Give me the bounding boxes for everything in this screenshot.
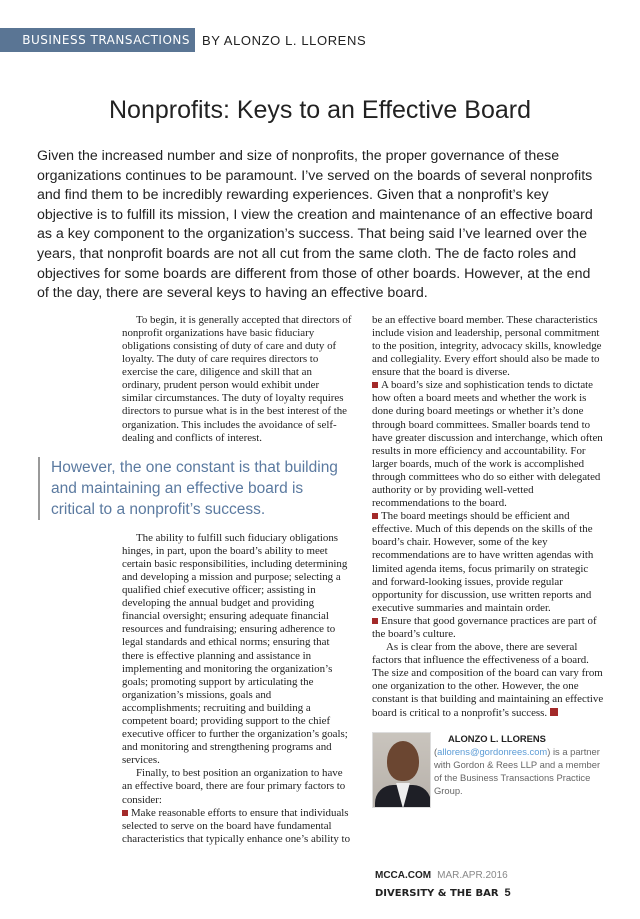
author-name: ALONZO L. LLORENS	[448, 732, 546, 744]
footer-magazine: DIVERSITY & THE BAR	[375, 887, 499, 899]
body-paragraph: The ability to fulfill such fiduciary obligations hinges, in part, upon the board’s ability to meet certain basic responsibilities, including determining and developing a mission and purpose; selecting a qualified chief executive officer; assisting in developing the annual budget and providing financial oversight; ensuring adequate financial resources and fundraising; ensuring adherence to legal standards and ethical norms; ensuring that there is effective planning and assistance in implementing and monitoring the organization’s goals; promoting support by articulating the organization’s missions, goals and accomplishments; recruiting and building a competent board; providing support to the chief executive officer to further the organization’s goals; and monitoring and strengthening programs and services.	[122, 531, 348, 767]
column-1	[38, 314, 352, 846]
bullet-square-icon	[372, 618, 378, 624]
column-2	[372, 314, 604, 846]
article-title: Nonprofits: Keys to an Effective Board	[109, 96, 531, 124]
section-header	[0, 28, 195, 52]
author-email-link[interactable]: allorens@gordonrees.com	[437, 745, 548, 757]
body-columns	[0, 314, 640, 846]
end-mark-icon	[550, 708, 558, 716]
author-bio	[434, 732, 604, 797]
page-footer	[375, 870, 615, 899]
body-paragraph: Finally, to best position an organization to have an effective board, there are four primary factors to consider:	[122, 767, 346, 806]
bullet-text: The board meetings should be efficient and effective. Much of this depends on the skills of the board’s chair. However, some of the key recommendations are to have written agendas with limited agenda items, focus primarily on strategic and forward-looking issues, provide regular opportunity for discussion, use written reports and executive summaries and maintain order.	[372, 510, 594, 614]
byline: BY ALONZO L. LLORENS	[202, 32, 367, 48]
bullet-square-icon	[122, 810, 128, 816]
bullet-square-icon	[372, 513, 378, 519]
body-paragraph: To begin, it is generally accepted that directors of nonprofit organizations have basic fiduciary obligations consisting of duty of care and duty of loyalty. The duty of care requires directors to exercise the care, diligence and skill that an ordinary, prudent person would exhibit under similar circumstances. The duty of loyalty requires directors to pursue what is in the best interest of the organization. This includes the avoidance of self-dealing and conflicts of interest.	[122, 313, 352, 444]
bullet-item	[372, 615, 604, 641]
author-box	[372, 732, 604, 808]
header-row	[0, 28, 640, 52]
bullet-text: Ensure that good governance practices are part of the board’s culture.	[372, 614, 597, 640]
pull-quote: However, the one constant is that building and maintaining an effective board is critical to a nonprofit’s success.	[38, 457, 338, 520]
bullet-item	[372, 510, 604, 615]
bio-text: ) is a partner with Gordon & Rees LLP and a member of the Business Transactions Practice Group.	[434, 745, 601, 797]
conclusion-text: As is clear from the above, there are several factors that influence the effectiveness of a board. The size and composition of the board can vary from one organization to the other. However, the one constant is that building and maintaining an effective board is critical to a nonprofit’s success.	[372, 641, 604, 719]
bullet-square-icon	[372, 382, 378, 388]
bullet-item	[122, 807, 352, 846]
bullet-text: Make reasonable efforts to ensure that individuals selected to serve on the board have fundamental characteristics that typically enhance one’s ability to	[122, 806, 351, 845]
footer-site: MCCA.COM	[375, 869, 432, 881]
intro-paragraph: Given the increased number and size of nonprofits, the proper governance of these organizations continues to be paramount. I’ve served on the boards of several nonprofits and find them to be incredibly rewarding experiences. Given that a nonprofit’s key objective is to fulfill its mission, I view the creation and maintenance of an effective board as a key component to the organization’s success. That being said I’ve learned over the years, that nonprofit boards are not all cut from the same cloth. The de facto roles and objectives for some boards are different from those of other boards. However, at the end of the day, there are several keys to having an effective board.	[37, 148, 593, 302]
bullet-item	[372, 379, 604, 510]
page-number: 5	[504, 886, 511, 899]
conclusion-paragraph	[372, 641, 604, 720]
section-label: BUSINESS TRANSACTIONS	[22, 33, 190, 47]
body-paragraph: be an effective board member. These characteristics include vision and leadership, personal commitment to the position, integrity, advocacy skills, knowledge and collegiality. Every effort should also be made to ensure that the board is diverse.	[372, 313, 602, 379]
footer-date: MAR.APR.2016	[437, 869, 508, 881]
bullet-text: A board’s size and sophistication tends to dictate how often a board meets and whether the work is done during board meetings or whether it’s done through board committees. Smaller boards tend to have greater discussion and interchange, which often results in more efficiency and accountability. For larger boards, much of the work is accomplished through committees who do so either with delegated authority or by providing well-vetted recommendations to the board.	[372, 379, 603, 510]
author-photo	[372, 732, 431, 808]
bio-paren: (	[434, 745, 438, 757]
